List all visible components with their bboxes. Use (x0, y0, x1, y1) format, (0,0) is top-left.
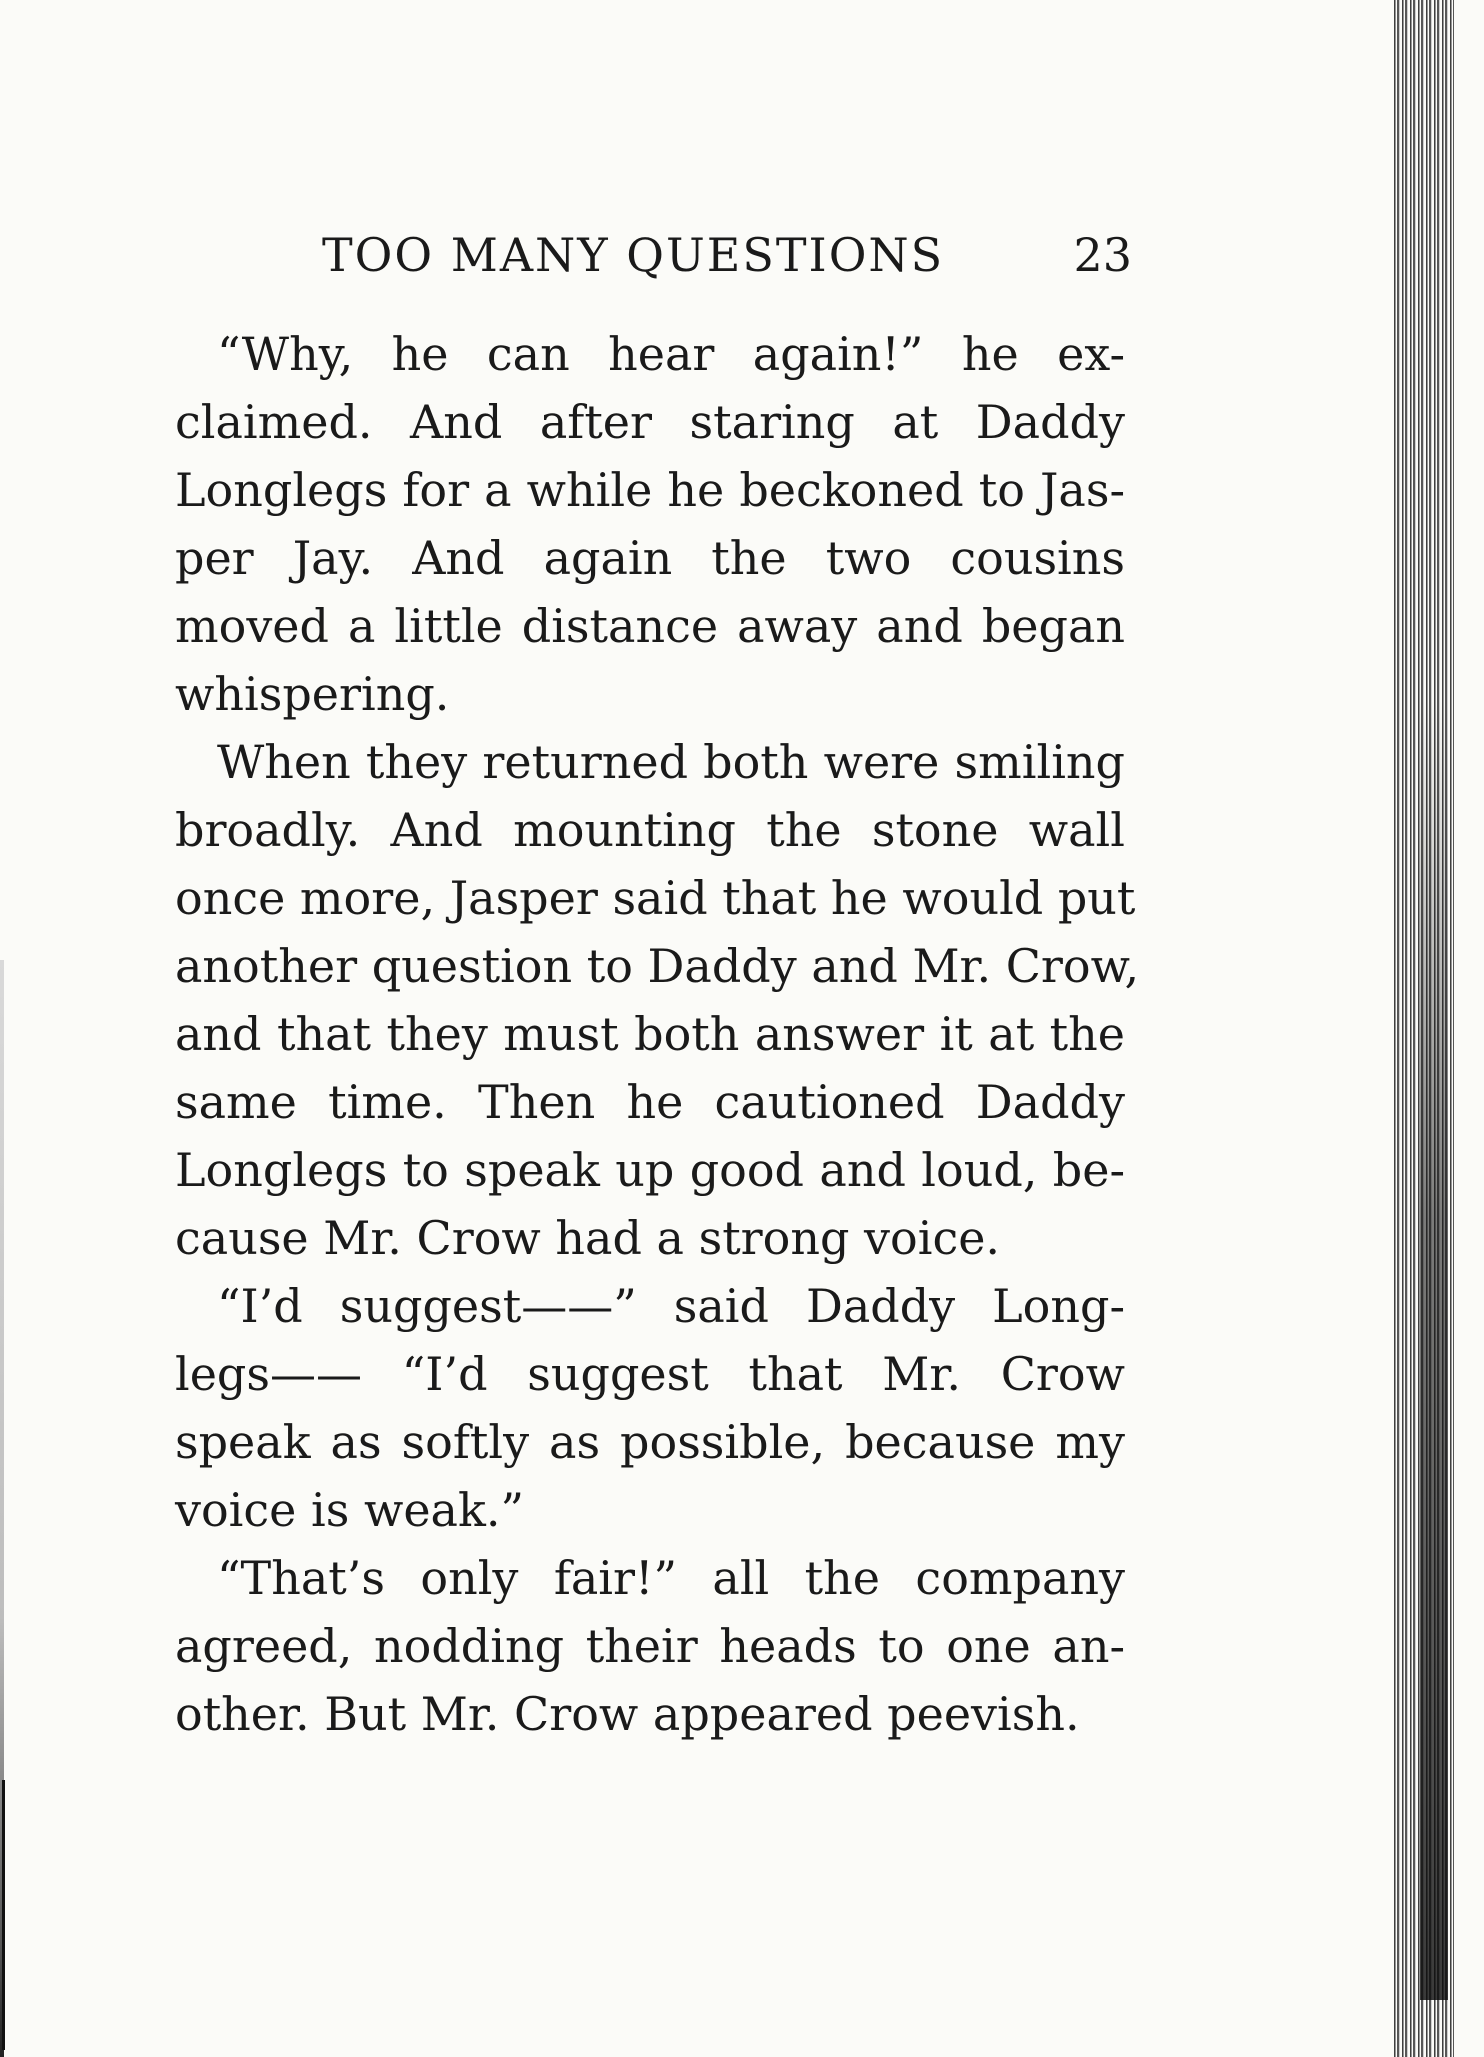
page-number: 23 (1073, 228, 1132, 282)
text-line: same time. Then he cautioned Daddy (175, 1075, 1125, 1129)
text-line: When they returned both were smiling (217, 735, 1125, 789)
text-line: “That’s only fair!” all the company (217, 1551, 1125, 1605)
running-header (322, 228, 1132, 288)
body-text (175, 320, 1140, 1748)
text-line: speak as softly as possible, because my (175, 1415, 1125, 1469)
text-line: moved a little distance away and began (175, 599, 1125, 653)
text-line: “I’d suggest——” said Daddy Long- (217, 1279, 1125, 1333)
text-line: claimed. And after staring at Daddy (175, 395, 1125, 449)
text-line: per Jay. And again the two cousins (175, 531, 1125, 585)
text-line: broadly. And mounting the stone wall (175, 803, 1125, 857)
text-line: cause Mr. Crow had a strong voice. (175, 1211, 1001, 1265)
text-line: “Why, he can hear again!” he ex- (217, 327, 1125, 381)
text-line: other. But Mr. Crow appeared peevish. (175, 1687, 1080, 1741)
text-line: voice is weak.” (175, 1483, 524, 1537)
text-line: whispering. (175, 667, 450, 721)
text-line: another question to Daddy and Mr. Crow, (175, 939, 1140, 993)
page-edge-shadow (2, 1780, 5, 2050)
binding-shadow (1420, 700, 1448, 2000)
text-line: and that they must both answer it at the (175, 1007, 1125, 1061)
text-line: legs—— “I’d suggest that Mr. Crow (175, 1347, 1125, 1401)
text-line: once more, Jasper said that he would put (175, 871, 1136, 925)
text-line: Longlegs for a while he beckoned to Jas- (175, 463, 1125, 517)
running-title: TOO MANY QUESTIONS (322, 228, 945, 282)
text-line: agreed, nodding their heads to one an- (175, 1619, 1125, 1673)
text-line: Longlegs to speak up good and loud, be- (175, 1143, 1125, 1197)
